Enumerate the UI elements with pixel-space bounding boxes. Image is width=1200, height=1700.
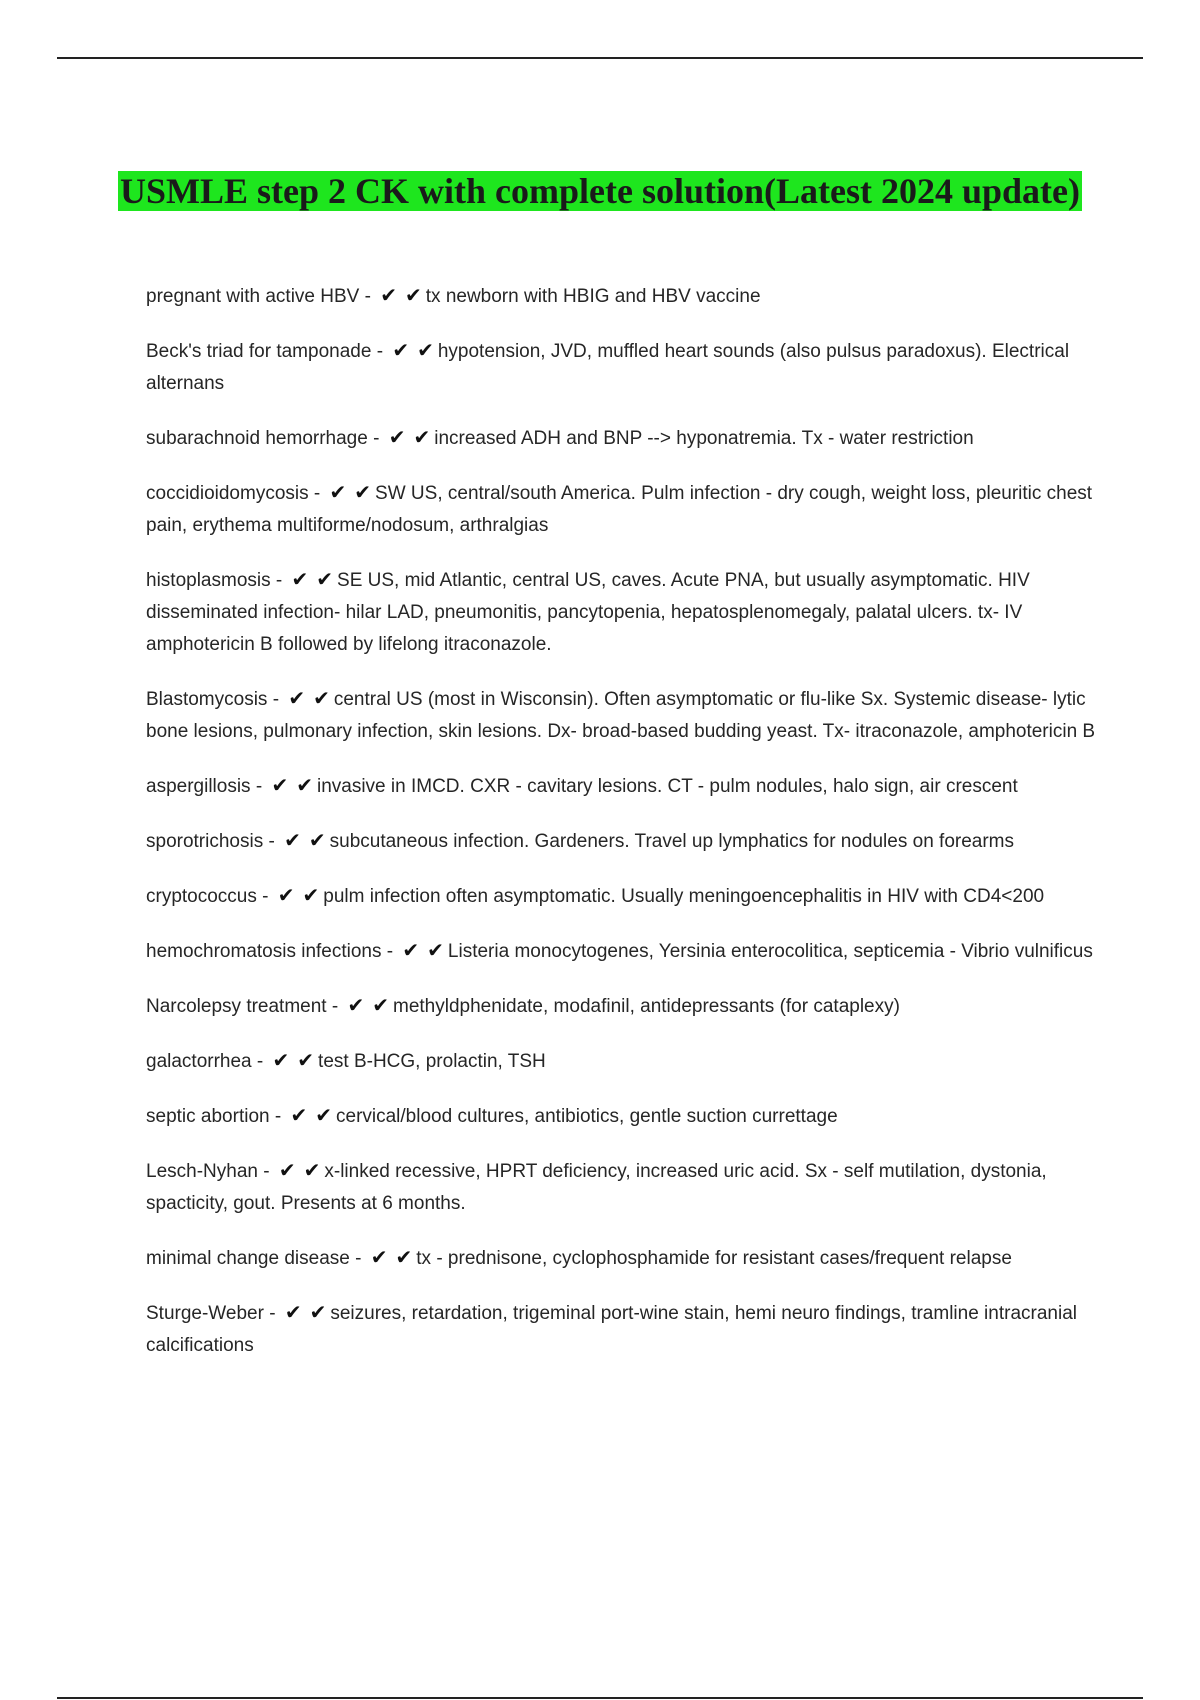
qa-separator: - xyxy=(263,831,281,852)
qa-term: coccidioidomycosis xyxy=(146,483,309,504)
qa-term: Lesch-Nyhan xyxy=(146,1161,258,1182)
checkmark-icon: ✔ xyxy=(395,1247,413,1269)
qa-item xyxy=(146,770,1096,803)
qa-term: minimal change disease xyxy=(146,1248,350,1269)
checkmark-icon: ✔ xyxy=(315,1105,332,1127)
qa-separator: - xyxy=(367,428,385,449)
checkmark-icon: ✔ xyxy=(291,569,309,591)
checkmark-icon: ✔ xyxy=(271,775,289,797)
qa-separator: - xyxy=(267,689,285,710)
qa-separator: - xyxy=(250,776,268,797)
qa-answer: methyldphenidate, modafinil, antidepressants (for cataplexy) xyxy=(393,996,900,1017)
top-rule xyxy=(57,57,1143,59)
checkmark-icon: ✔ xyxy=(278,1160,296,1182)
qa-term: hemochromatosis infections xyxy=(146,941,382,962)
checkmark-icon: ✔ xyxy=(329,482,347,504)
qa-answer: subcutaneous infection. Gardeners. Travel up lymphatics for nodules on forearms xyxy=(329,831,1015,852)
qa-term: Blastomycosis xyxy=(146,689,268,710)
qa-item xyxy=(146,564,1096,661)
checkmark-icon: ✔ xyxy=(313,688,330,710)
checkmark-icon: ✔ xyxy=(297,1050,315,1072)
qa-answer: SW US, central/south America. Pulm infection - dry cough, weight loss, pleuritic chest pain, erythema multiforme/nodosum, arthralgias xyxy=(146,483,1093,536)
qa-answer: test B-HCG, prolactin, TSH xyxy=(318,1051,546,1072)
checkmark-icon: ✔ xyxy=(392,340,410,362)
qa-term: galactorrhea xyxy=(146,1051,252,1072)
qa-list xyxy=(146,280,1096,1384)
qa-term: pregnant with active HBV xyxy=(146,286,360,307)
qa-answer: tx - prednisone, cyclophosphamide for resistant cases/frequent relapse xyxy=(416,1248,1012,1269)
checkmark-icon: ✔ xyxy=(427,940,444,962)
document-title xyxy=(100,170,1100,212)
qa-item xyxy=(146,1297,1096,1362)
qa-separator: - xyxy=(251,1051,269,1072)
checkmark-icon: ✔ xyxy=(296,775,313,797)
qa-item xyxy=(146,1242,1096,1275)
qa-term: Sturge-Weber xyxy=(146,1303,264,1324)
qa-answer: x-linked recessive, HPRT deficiency, increased uric acid. Sx - self mutilation, dystonia, spacticity, gout. Presents at 6 months. xyxy=(146,1161,1047,1214)
qa-answer: Listeria monocytogenes, Yersinia enterocolitica, septicemia - Vibrio vulnificus xyxy=(447,941,1093,962)
checkmark-icon: ✔ xyxy=(405,285,422,307)
qa-term: septic abortion xyxy=(146,1106,270,1127)
checkmark-icon: ✔ xyxy=(308,830,326,852)
qa-separator: - xyxy=(269,1106,287,1127)
qa-item xyxy=(146,1100,1096,1133)
qa-answer: pulm infection often asymptomatic. Usually meningoencephalitis in HIV with CD4<200 xyxy=(323,886,1045,907)
qa-term: subarachnoid hemorrhage xyxy=(146,428,368,449)
qa-term: cryptococcus xyxy=(146,886,257,907)
qa-item xyxy=(146,990,1096,1023)
qa-answer: tx newborn with HBIG and HBV vaccine xyxy=(425,286,761,307)
qa-item xyxy=(146,880,1096,913)
checkmark-icon: ✔ xyxy=(302,885,320,907)
checkmark-icon: ✔ xyxy=(284,1302,302,1324)
qa-item xyxy=(146,1045,1096,1078)
qa-separator: - xyxy=(256,886,274,907)
qa-answer: increased ADH and BNP --> hyponatremia. Tx - water restriction xyxy=(434,428,974,449)
qa-answer: central US (most in Wisconsin). Often asymptomatic or flu-like Sx. Systemic disease- lytic bone lesions, pulmonary infection, skin lesions. Dx- broad-based budding yeast. Tx- itraconazole, amphotericin B xyxy=(146,689,1096,742)
title-highlight: USMLE step 2 CK with complete solution(Latest 2024 update) xyxy=(120,171,1080,212)
qa-term: Narcolepsy treatment xyxy=(146,996,327,1017)
qa-separator: - xyxy=(263,1303,281,1324)
qa-term: histoplasmosis xyxy=(146,570,271,591)
qa-item xyxy=(146,1155,1096,1220)
checkmark-icon: ✔ xyxy=(303,1160,321,1182)
qa-separator: - xyxy=(326,996,344,1017)
qa-separator: - xyxy=(359,286,377,307)
checkmark-icon: ✔ xyxy=(370,1247,388,1269)
qa-term: sporotrichosis xyxy=(146,831,264,852)
checkmark-icon: ✔ xyxy=(347,995,365,1017)
qa-answer: invasive in IMCD. CXR - cavitary lesions. CT - pulm nodules, halo sign, air crescent xyxy=(316,776,1018,797)
qa-item xyxy=(146,422,1096,455)
qa-separator: - xyxy=(371,341,389,362)
checkmark-icon: ✔ xyxy=(388,427,406,449)
checkmark-icon: ✔ xyxy=(288,688,306,710)
qa-separator: - xyxy=(381,941,399,962)
qa-item xyxy=(146,935,1096,968)
checkmark-icon: ✔ xyxy=(354,482,372,504)
qa-item xyxy=(146,683,1096,748)
checkmark-icon: ✔ xyxy=(309,1302,327,1324)
qa-answer: seizures, retardation, trigeminal port-wine stain, hemi neuro findings, tramline intracranial calcifications xyxy=(146,1303,1077,1356)
qa-separator: - xyxy=(257,1161,275,1182)
qa-item xyxy=(146,280,1096,313)
checkmark-icon: ✔ xyxy=(277,885,295,907)
qa-answer: cervical/blood cultures, antibiotics, gentle suction currettage xyxy=(336,1106,838,1127)
checkmark-icon: ✔ xyxy=(272,1050,290,1072)
qa-term: Beck's triad for tamponade xyxy=(146,341,372,362)
checkmark-icon: ✔ xyxy=(402,940,420,962)
qa-answer: SE US, mid Atlantic, central US, caves. Acute PNA, but usually asymptomatic. HIV disseminated infection- hilar LAD, pneumonitis, pancytopenia, hepatosplenomegaly, palatal ulcers. tx- IV amphotericin B followed by lifelong itraconazole. xyxy=(146,570,1030,655)
qa-item xyxy=(146,335,1096,400)
qa-answer: hypotension, JVD, muffled heart sounds (also pulsus paradoxus). Electrical alternans xyxy=(146,341,1070,394)
checkmark-icon: ✔ xyxy=(413,427,431,449)
qa-term: aspergillosis xyxy=(146,776,251,797)
qa-item xyxy=(146,477,1096,542)
qa-item xyxy=(146,825,1096,858)
checkmark-icon: ✔ xyxy=(316,569,334,591)
qa-separator: - xyxy=(270,570,288,591)
bottom-rule xyxy=(57,1697,1143,1699)
checkmark-icon: ✔ xyxy=(380,285,397,307)
checkmark-icon: ✔ xyxy=(290,1105,308,1127)
checkmark-icon: ✔ xyxy=(372,995,389,1017)
qa-separator: - xyxy=(308,483,326,504)
checkmark-icon: ✔ xyxy=(284,830,301,852)
qa-separator: - xyxy=(349,1248,367,1269)
checkmark-icon: ✔ xyxy=(417,340,434,362)
